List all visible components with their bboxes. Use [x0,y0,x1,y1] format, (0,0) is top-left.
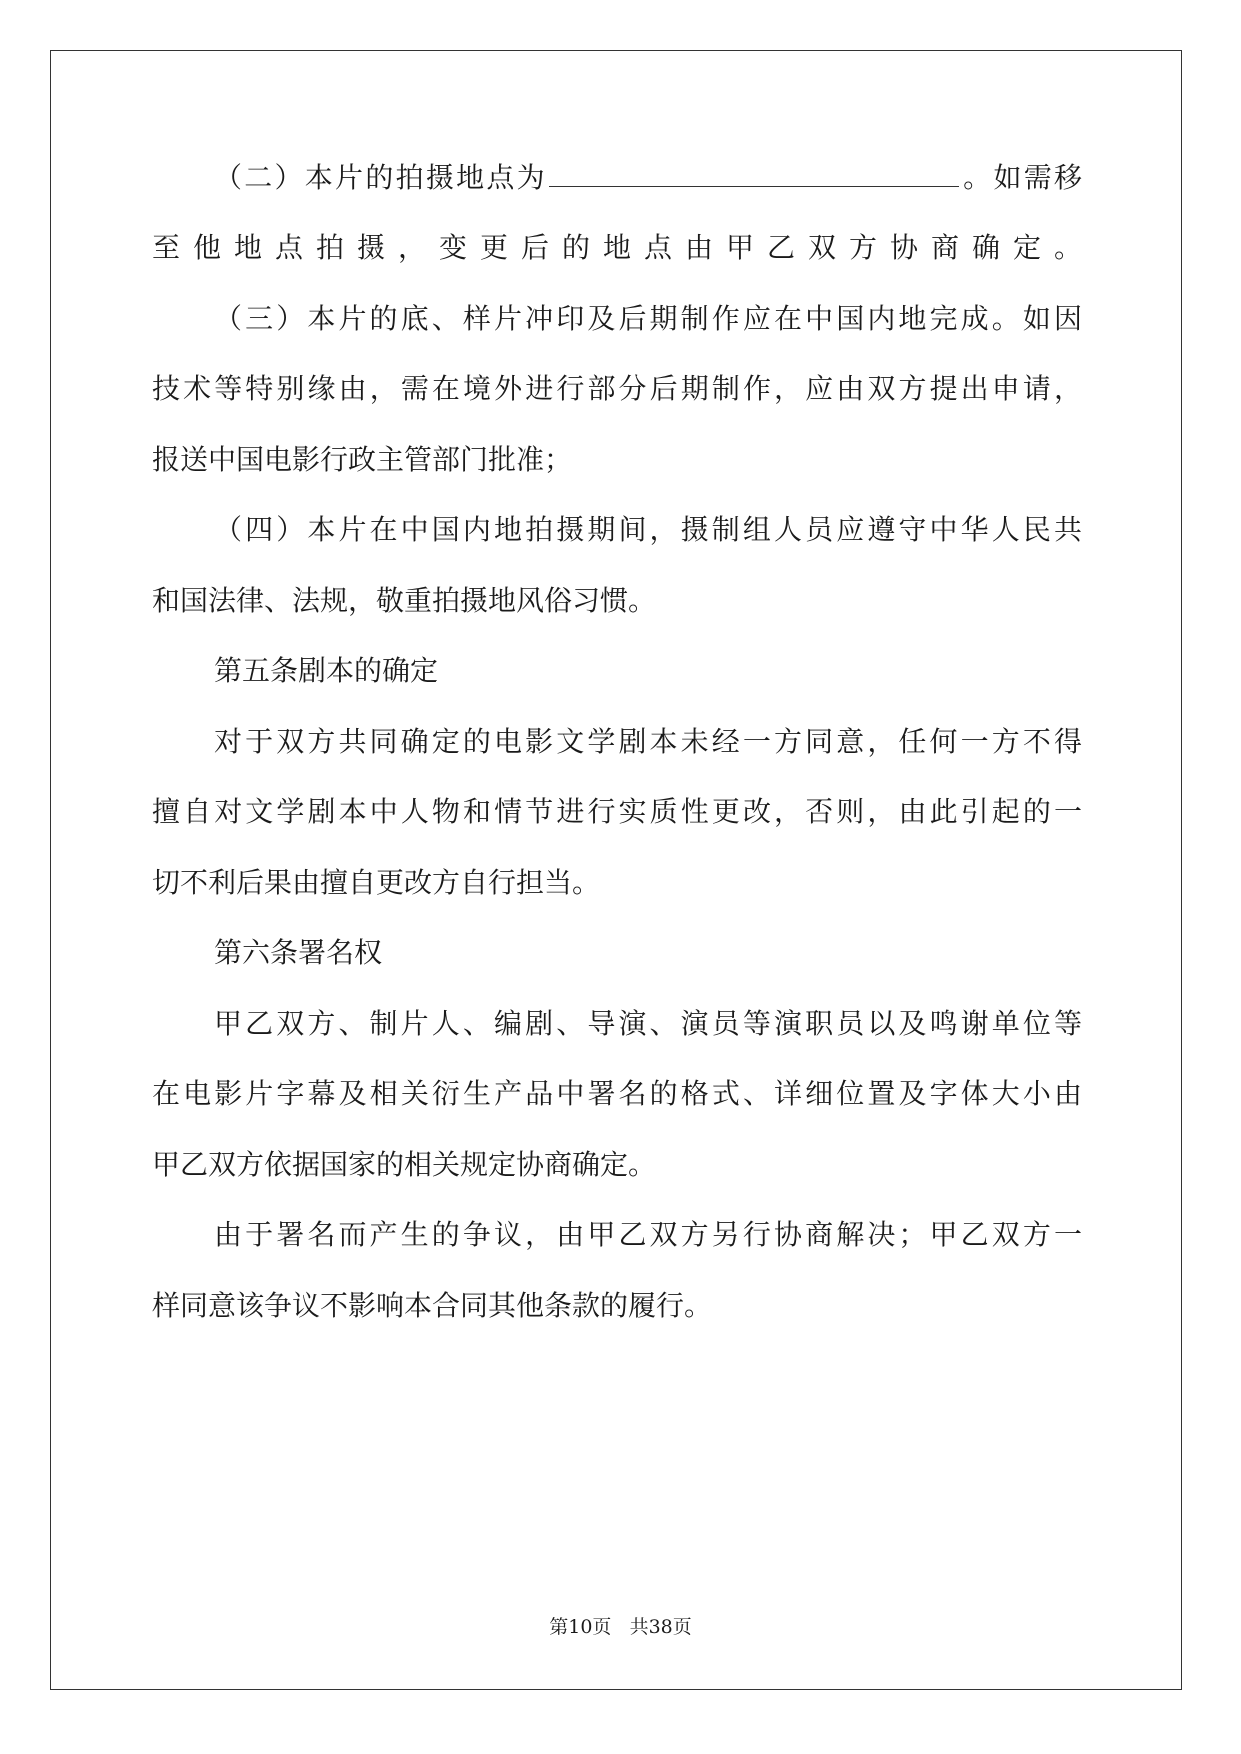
paragraph-line: 切不利后果由擅自更改方自行担当。 [152,866,601,899]
paragraph-line: 样同意该争议不影响本合同其他条款的履行。 [152,1289,713,1322]
section-heading: 第六条署名权 [214,936,383,969]
paragraph-line: 对于双方共同确定的电影文学剧本未经一方同意，任何一方不得 [214,725,1082,758]
total-pages: 共38页 [629,1616,692,1638]
paragraph-line: 甲乙双方依据国家的相关规定协商确定。 [152,1148,657,1181]
paragraph-line: 甲乙双方、制片人、编剧、导演、演员等演职员以及鸣谢单位等 [214,1007,1082,1040]
paragraph-line: 擅自对文学剧本中人物和情节进行实质性更改，否则，由此引起的一 [152,795,1082,828]
paragraph-line [152,158,1082,198]
paragraph-line: 由于署名而产生的争议，由甲乙双方另行协商解决；甲乙双方一 [214,1218,1082,1251]
paragraph-line: 至他地点拍摄，变更后的地点由甲乙双方协商确定。 [152,231,1082,264]
paragraph-line: （四）本片在中国内地拍摄期间，摄制组人员应遵守中华人民共 [214,513,1082,546]
paragraph-line: 技术等特别缘由，需在境外进行部分后期制作，应由双方提出申请， [152,372,1082,405]
fill-in-blank [549,158,959,187]
line-text: （二）本片的拍摄地点为 [214,161,547,194]
paragraph-line: 在电影片字幕及相关衍生产品中署名的格式、详细位置及字体大小由 [152,1077,1082,1110]
paragraph-line: 报送中国电影行政主管部门批准； [152,443,573,476]
section-heading: 第五条剧本的确定 [214,654,439,687]
page-number: 第10页 [549,1616,612,1638]
paragraph-line: 和国法律、法规，敬重拍摄地风俗习惯。 [152,584,657,617]
paragraph-line: （三）本片的底、样片冲印及后期制作应在中国内地完成。如因 [214,302,1082,335]
line-text: 。如需移 [960,161,1082,194]
page-footer [0,1612,1241,1639]
